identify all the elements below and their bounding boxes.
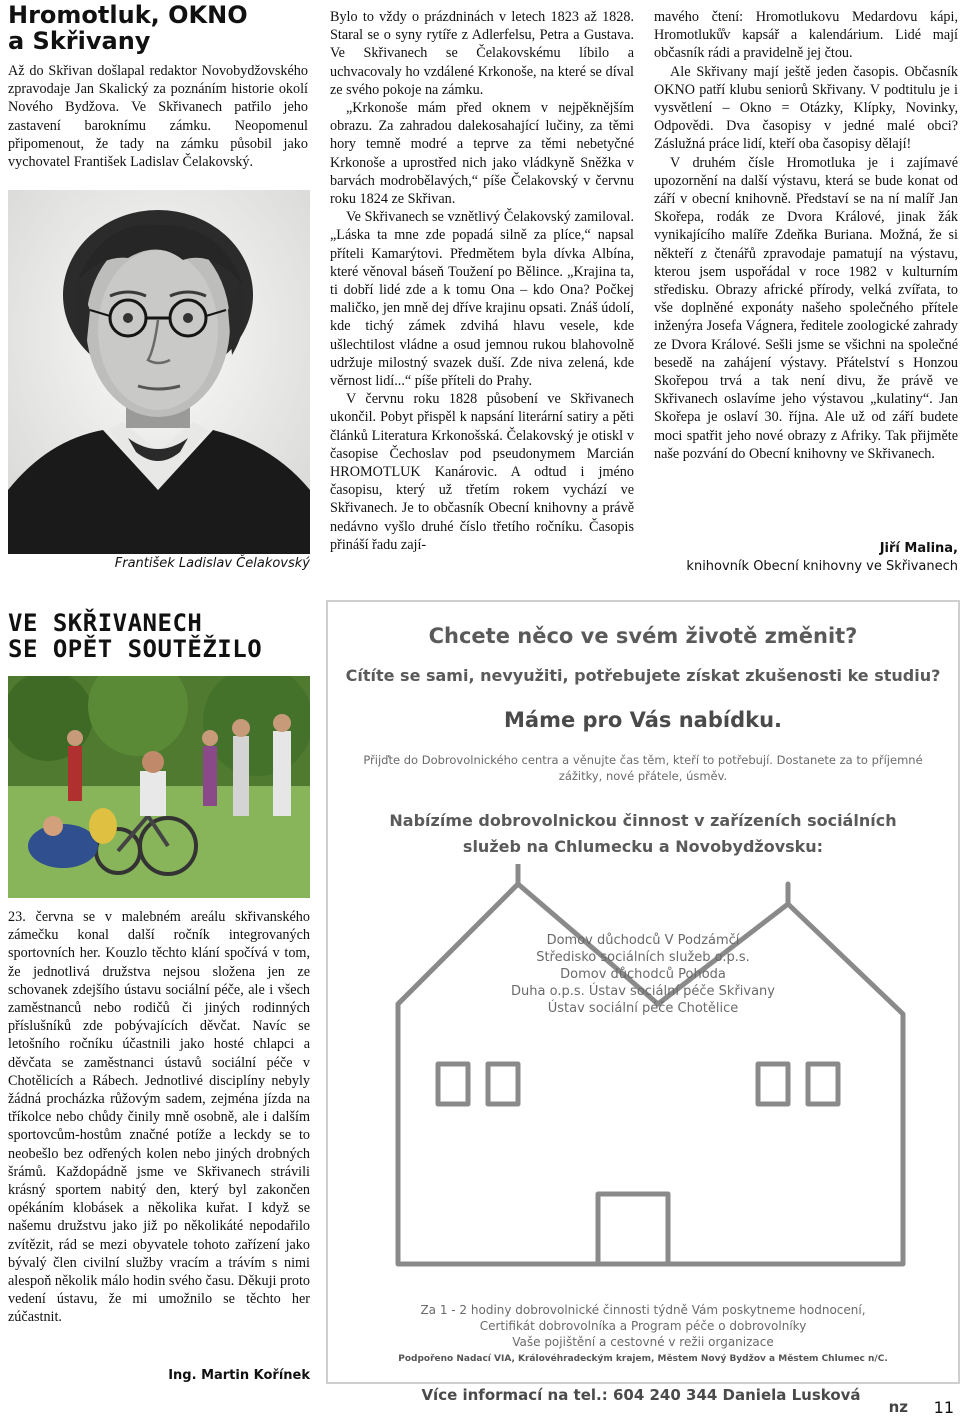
article1-author-role: knihovník Obecní knihovny ve Skřivanech: [686, 559, 958, 574]
article1-intro: Až do Skřivan došlapal redaktor Novobydžovského zpravodaje Jan Skalický za poznáním historie okolí Nového Bydžova. Ve Skřivanech patřilo jeho zastavení baroknímu zámku. Neopomenul připomenout, že tady na zámku působil jako vychovatel František Ladislav Čelakovský.: [8, 63, 308, 171]
page-number: 11: [933, 1398, 954, 1417]
article2-title-line1: VE SKŘIVANECH: [8, 609, 203, 637]
benefit-item: Za 1 - 2 hodiny dobrovolnické činnosti týdně Vám poskytneme hodnocení,: [420, 1303, 866, 1317]
portrait-celakovsky: [8, 190, 310, 554]
article2-signature: [8, 1368, 310, 1383]
poster-line3: Máme pro Vás nabídku.: [504, 708, 782, 732]
sports-photo: [8, 676, 310, 898]
benefit-item: Certifikát dobrovolníka a Program péče o dobrovolníky: [479, 1319, 807, 1333]
poster-line5: Nabízíme dobrovolnickou činnost v zařízeních sociálních služeb na Chlumecku a Novobydžovsku:: [389, 811, 897, 856]
article1-column3: mavého čtení: Hromotlukovu Medardovu kápi, Hromotluků̊v kapsář a kalendárium. Lidé mají občasník rádi a pravidelně jej čtou. Ale Skřivany mají ještě jeden časopis. Občasník OKNO patří klubu seniorů Skřivany. V podtitulu je i vysvětlení – Okno = Otázky, Klípky, Novinky, Odpovědi. Dva časopisy v jedné malé obci? Záslužná práce lidí, kteří oba časopisy dělají! V druhém čísle Hromotluka je i zajímavé upozornění na další výstavu, která se bude konat od září v obecní knihovně. Představí se na ní malíř Jan Skořepa, rodák ze Dvora Králové, jinak žák vynikajícího malíře Zdeňka Buriana. Možná, že si někteří z čtenářů zpravodaje pamatují na výstavu, kterou jsem uspořádal v roce 1982 v kulturním středisku. Obrazy africké přírody, velká zvířata, to vše doplněné exponáty našeho společného přítele inženýra Josefa Vágnera, ředitele zoologické zahrady ze Dvora Králové. Sešli jsme se všichni na společné besedě na zahájení výstavy. Přátelství s Honzou Skořepou trvá a tak není divu, že právě ve Skřivanech oslavíme jeho výstavou „kulatiny“. Jan Skořepa je oslaví 30. října. Ale už od září budete moci spatřit jeho nové obrazy z Afriky. Tak přijměte naše pozvání do Obecní knihovny ve Skřivanech.: [654, 9, 958, 462]
volunteer-poster: [326, 600, 960, 1384]
article2-title: [8, 610, 318, 662]
benefit-item: Vaše pojištění a cestovné v režii organizace: [512, 1335, 774, 1349]
poster-line2: Cítíte se sami, nevyužiti, potřebujete získat zkušenosti ke studiu?: [345, 666, 941, 685]
article2-text: 23. června se v malebném areálu skřivanského zámečku konal další ročník integrovaných sportovních her. Kouzlo těchto klání spočívá v tom, že jednotlivá družstva nejsou složena jen ze schovanek zdejšího ústavu sociální péče, ale i všech zaměstnanců nebo rodičů či jiných rodinných příslušníků zde pobývajících děvčat. Navíc se letošního ročníku účastnili jako hosté chlapci a děvčata se zaměstnanci ústavů sociální péče v Chotělicích a Rábech. Jednotlivé disciplíny nebyly žádná procházka růžovým sadem, zejména jízda na tříkolce nebo chůdy činily mně osobně, ale i dalším sportovcům-hostům značné potíže a leckdy se to neobešlo bez odřených kolen nebo jiných drobných šrámů. Každopádně jsme ve Skřivanech strávili krásný sportem nabitý den, který byl zakončen opékáním klobásek a několika kuřat. I když se našemu družstvu jako již po několikáté nepodařilo zvítězit, rád se mezi obyvatele tohoto zařízení jako bývalý člen civilní služby vracím a trávím s nimi alespoň několik málo hodin svého času. Děkuji proto vedení ústavu, že mi umožnilo se těchto her zúčastnit.: [8, 909, 310, 1326]
article1-signature: [654, 540, 958, 576]
article2-author: Ing. Martin Kořínek: [168, 1368, 310, 1383]
article1-title-line1: Hromotluk, OKNO: [8, 1, 248, 29]
house-list: [428, 932, 858, 1017]
house-item: Středisko sociálních služeb o.p.s.: [536, 950, 750, 965]
article1-column2: Bylo to vždy o prázdninách v letech 1823 až 1828. Staral se o syny rytíře z Adlerfelsu, Petra a Gustava. Ve Skřivanech se Čelakovskému líbilo a uchvacovaly ho vzdálené Krkonoše, na které se díval ze svého pokoje na zámku. „Krkonoše mám před oknem v nejpěknějším obrazu. Za zahradou dalekosahající lučiny, za těmi hory temně modré a teprve za těmi nebetyčné Krkonoše a uprostřed nich jako vládkyně Sněžka v barvách modrobělavých,“ píše Čelakovský v červnu roku 1824 ze Skřivan. Ve Skřivanech se vznětlivý Čelakovský zamiloval. „Láska ta mne zde popadá silně za plíce,“ napsal příteli Kamarýtovi. Předmětem byla dívka Albína, které věnoval báseň Toužení po Bělince. „Krajina ta, ti dobří lidé zde a k tomu Ona – kdo Ona? Počkej maličko, jen mně dej dříve krajinu opsati. Znáš údolí, kde tichý zámek zdvihá hlavu vesele, kde ušlechtilost vládne a osud jemnou rukou blahovolně udržuje milostný svazek duší. Zde niva zelená, kde věrnost lidí...“ píše příteli do Prahy. V červnu roku 1828 působení ve Skřivanech ukončil. Pobyt přispěl k napsání literární satiry a pěti článků Literatura Krkonošská. Čelakovský je otiskl v časopise Čechoslav pod pseudonymem Marcián HROMOTLUK Kanárovic. A odtud i jméno časopisu, který už třetím rokem vychází ve Skřivanech. Je to občasník Obecní knihovny a právě nedávno vyšlo druhé číslo třetího ročníku. Časopis přináší řadu zají-: [330, 9, 634, 553]
poster-supported: Podpořeno Nadací VIA, Královéhradeckým krajem, Městem Nový Bydžov a Městem Chlumec n/C.: [398, 1354, 888, 1364]
poster-line1: Chcete něco ve svém životě změnit?: [428, 624, 858, 648]
article1-title: [8, 2, 308, 54]
house-item: Domov důchodců V Podzámčí: [546, 933, 740, 948]
house-drawing: [368, 864, 928, 1284]
article1-title-line2: a Skřivany: [8, 27, 151, 55]
portrait-caption: František Ladislav Čelakovský: [114, 556, 310, 571]
house-item: Domov důchodců Pohoda: [560, 967, 726, 982]
house-item: Duha o.p.s. Ústav sociální péče Skřivany: [511, 984, 775, 999]
poster-line4: Přijďte do Dobrovolnického centra a věnujte čas těm, kteří to potřebují. Dostanete za to příjemné zážitky, nové přátele, úsměv.: [363, 753, 923, 783]
poster-contact: Více informací na tel.: 604 240 344 Daniela Lusková: [421, 1386, 861, 1404]
article1-author-name: Jiří Malina,: [879, 541, 958, 556]
house-item: Ústav sociální péče Chotělice: [547, 1001, 739, 1016]
article2-title-line2: SE OPĚT SOUTĚŽILO: [8, 635, 263, 663]
footer-logo: nz: [888, 1398, 908, 1416]
poster-benefits: [348, 1302, 938, 1350]
